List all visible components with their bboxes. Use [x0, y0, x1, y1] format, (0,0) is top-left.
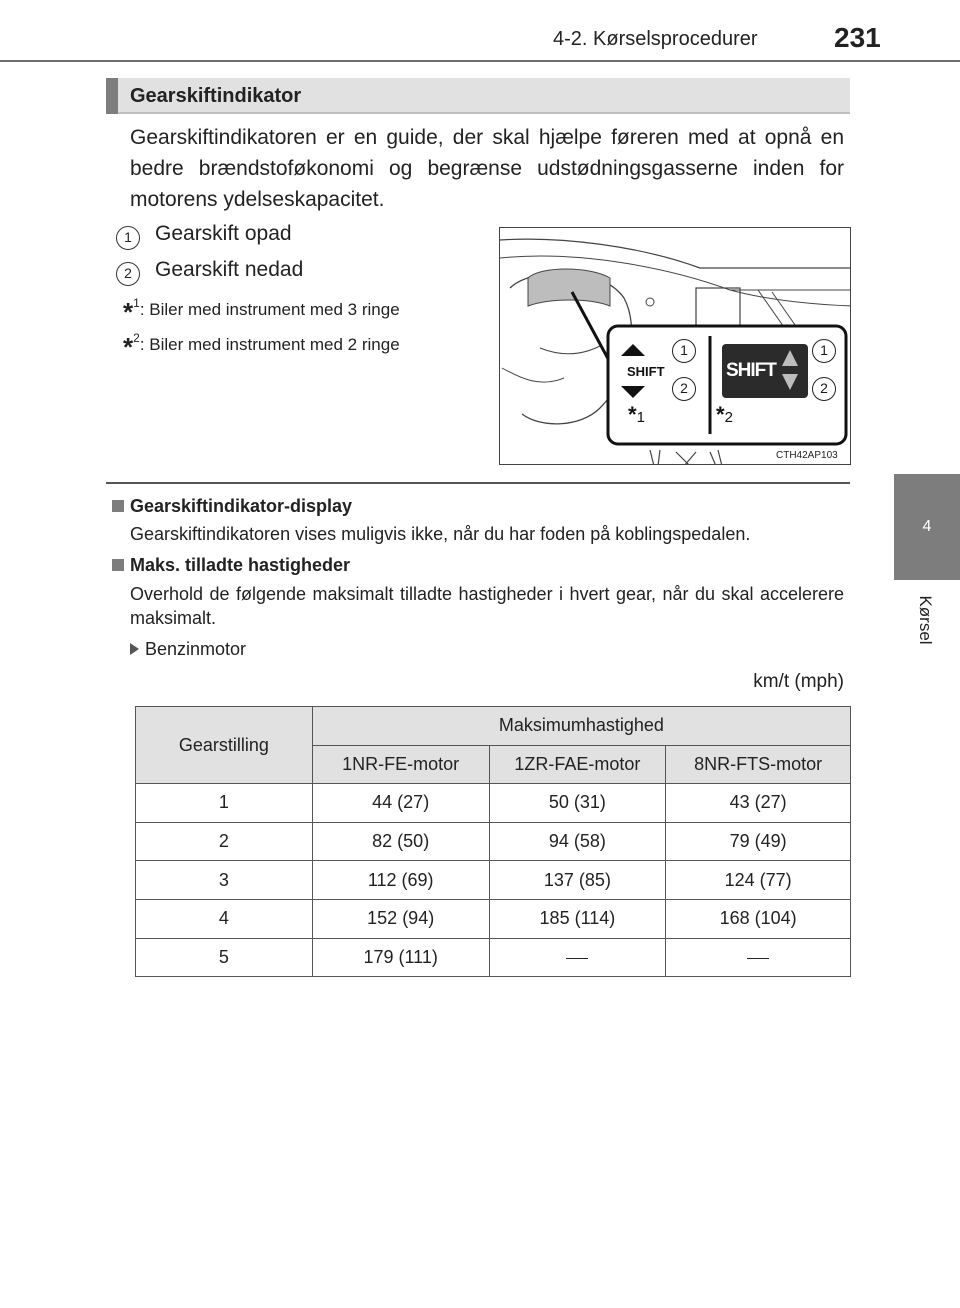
table-cell: 2: [136, 822, 313, 861]
figure-star-sup: 2: [724, 409, 733, 426]
table-cell: 112 (69): [312, 861, 489, 900]
dashboard-illustration: [499, 227, 851, 465]
unit-label: km/t (mph): [753, 671, 844, 692]
table-cell: 185 (114): [489, 899, 666, 938]
shift-display-text: SHIFT: [726, 360, 776, 381]
page-number: 231: [834, 22, 881, 53]
figure-badge-2: 2: [812, 377, 836, 401]
figure-code: CTH42AP103: [776, 450, 838, 461]
table-cell: 94 (58): [489, 822, 666, 861]
dash-mark: [566, 958, 588, 959]
table-cell: 79 (49): [666, 822, 851, 861]
figure-star: *: [628, 402, 637, 427]
table-cell: 179 (111): [312, 938, 489, 977]
table-cell: 3: [136, 861, 313, 900]
footnote-sup: 2: [133, 331, 140, 345]
table-cell: 50 (31): [489, 784, 666, 823]
table-cell-empty: [666, 938, 851, 977]
footnote-text: : Biler med instrument med 2 ringe: [139, 335, 400, 354]
section-title-bar: [106, 78, 850, 114]
footnote-star: *: [123, 297, 134, 327]
table-header-cell: Maksimumhastighed: [312, 707, 850, 746]
callout-label: Gearskift nedad: [155, 258, 304, 281]
info-body: Overhold de følgende maksimalt tilladte hastigheder i hvert gear, når du skal accelerere maksimalt.: [130, 584, 844, 628]
table-row: [136, 861, 851, 900]
square-bullet-icon: [112, 559, 124, 571]
info-heading: [112, 555, 350, 576]
chapter-label: [912, 588, 934, 658]
footnote: [123, 331, 400, 363]
footnote-text: : Biler med instrument med 3 ringe: [139, 300, 400, 319]
callout-label: Gearskift opad: [155, 222, 292, 245]
info-heading-text: Gearskiftindikator-display: [130, 496, 353, 516]
info-heading-text: Maks. tilladte hastigheder: [130, 555, 351, 575]
speed-table: [135, 706, 851, 977]
intro-paragraph: Gearskiftindikatoren er en guide, der skal hjælpe føreren med at opnå en bedre brændstoføkonomi og begrænse udstødningsgasserne inden for motorens ydelseskapacitet.: [130, 126, 844, 211]
table-cell: 124 (77): [666, 861, 851, 900]
down-arrow-icon: [782, 374, 798, 390]
callout-number-badge: 1: [116, 226, 140, 250]
table-header-cell: Gearstilling: [136, 707, 313, 784]
table-cell: 137 (85): [489, 861, 666, 900]
figure-star-label-2: [716, 402, 733, 428]
table-cell: 168 (104): [666, 899, 851, 938]
figure-star: *: [716, 402, 725, 427]
table-header-cell: 1ZR-FAE-motor: [489, 745, 666, 784]
table-cell: 152 (94): [312, 899, 489, 938]
page-header: [0, 0, 960, 64]
square-bullet-icon: [112, 500, 124, 512]
info-heading: [112, 496, 352, 517]
table-cell-empty: [489, 938, 666, 977]
section-accent: [106, 78, 118, 114]
figure-badge-1: 1: [812, 339, 836, 363]
header-section-title: 4-2. Kørselsprocedurer: [553, 28, 758, 50]
chapter-tab[interactable]: [894, 474, 960, 580]
header-rule: [0, 60, 960, 62]
table-row: [136, 938, 851, 977]
triangle-bullet-icon: [130, 643, 139, 655]
info-body: Gearskiftindikatoren vises muligvis ikke, når du har foden på koblingspedalen.: [130, 524, 751, 544]
footnote-sup: 1: [133, 296, 140, 310]
dash-mark: [747, 958, 769, 959]
table-cell: 1: [136, 784, 313, 823]
chapter-number: 4: [922, 518, 932, 535]
figure-badge-2: 2: [672, 377, 696, 401]
chapter-label-text: Kørsel: [916, 595, 935, 645]
table-cell: 4: [136, 899, 313, 938]
table-cell: 5: [136, 938, 313, 977]
table-cell: 44 (27): [312, 784, 489, 823]
up-arrow-icon: [782, 350, 798, 366]
table-cell: 43 (27): [666, 784, 851, 823]
footnote: [123, 296, 400, 328]
callout-number-badge: 2: [116, 262, 140, 286]
table-header-cell: 8NR-FTS-motor: [666, 745, 851, 784]
table-row: [136, 784, 851, 823]
table-header-row: [136, 707, 851, 746]
figure-star-sup: 1: [636, 409, 645, 426]
table-row: [136, 899, 851, 938]
engine-type-item: [130, 639, 246, 660]
table-cell: 82 (50): [312, 822, 489, 861]
footnote-star: *: [123, 332, 134, 362]
section-divider: [106, 482, 850, 484]
engine-type-text: Benzinmotor: [145, 639, 247, 659]
table-header-cell: 1NR-FE-motor: [312, 745, 489, 784]
table-row: [136, 822, 851, 861]
shift-indicator-label: SHIFT: [627, 364, 665, 379]
figure-badge-1: 1: [672, 339, 696, 363]
section-title: Gearskiftindikator: [130, 85, 302, 107]
figure-star-label-1: [628, 402, 645, 428]
